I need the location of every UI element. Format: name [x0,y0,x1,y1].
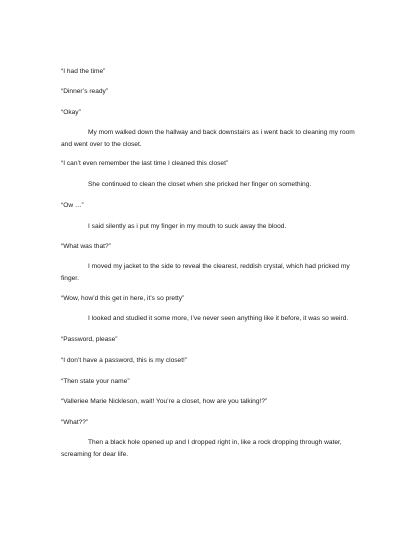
paragraph-1: “I had the time” [61,68,106,75]
paragraph-9: “What was that?” [61,243,111,250]
paragraph-5: “I can’t even remember the last time I cleaned this closet” [61,160,229,167]
paragraph-7: “Ow …” [61,202,84,209]
paragraph-6: She continued to clean the closet when she pricked her finger on something. [88,181,312,188]
paragraph-2: “Dinner’s ready” [61,88,109,95]
paragraph-3: “Okay” [61,109,81,116]
paragraph-10: I moved my jacket to the side to reveal the clearest, reddish crystal, which had pricked my finger. [61,263,350,282]
paragraph-12: I looked and studied it some more, I’ve never seen anything like it before, it was so weird. [88,315,349,322]
paragraph-15: “Then state your name” [61,378,130,385]
paragraph-13: “Password, please” [61,336,118,343]
paragraph-8: I said silently as i put my finger in my mouth to suck away the blood. [88,223,287,230]
paragraph-18: Then a black hole opened up and I dropped right in, like a rock dropping through water, screaming for dear life. [61,439,342,458]
paragraph-4: My mom walked down the hallway and back downstairs as i went back to cleaning my room and went over to the closet. [61,129,355,148]
paragraph-17: “What??” [61,419,89,426]
paragraph-16: “Valleriee Marie Nickleson, wait! You’re a closet, how are you talking!?” [61,398,268,405]
paragraph-11: “Wow, how’d this get in here, it’s so pretty” [61,295,185,302]
paragraph-14: “I don’t have a password, this is my closet!” [61,357,188,364]
